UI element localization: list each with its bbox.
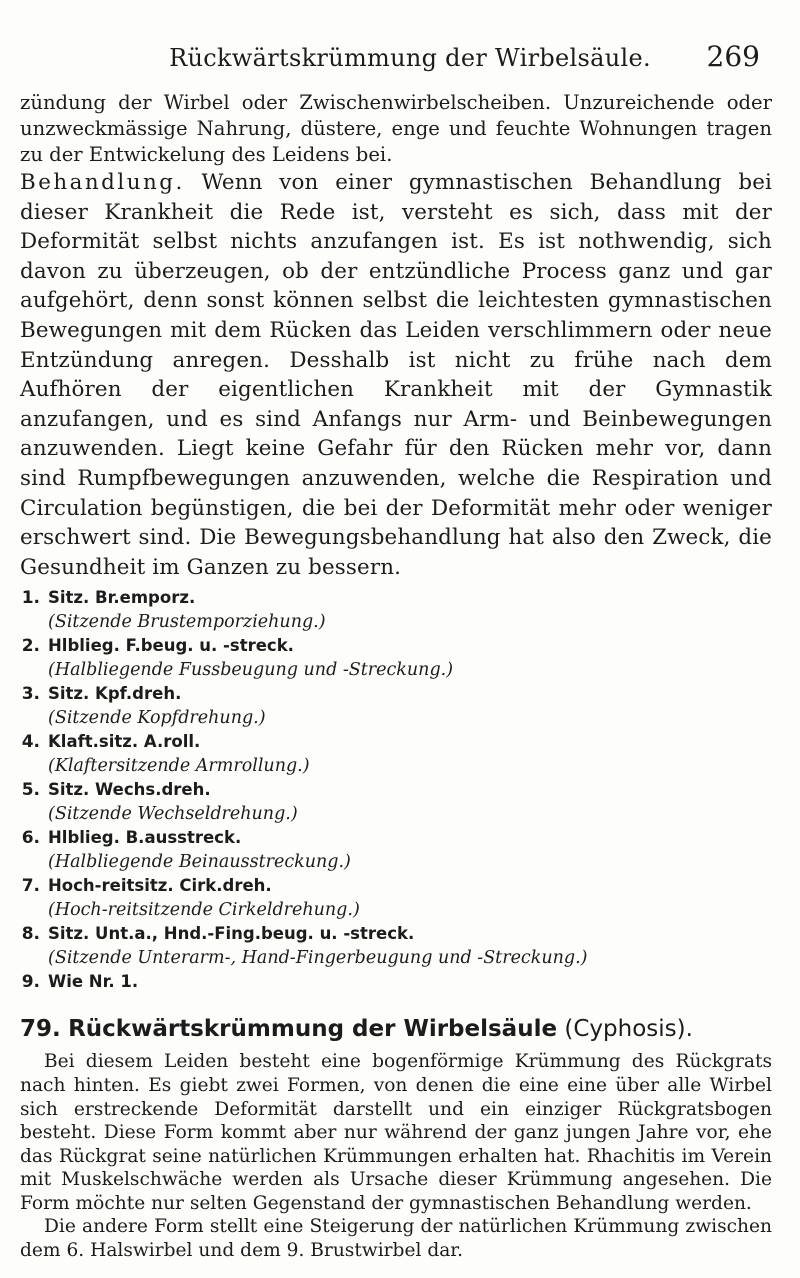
treatment-text: Wenn von einer gymnastischen Behandlung bei dieser Krankheit die Rede ist, versteht es sich, dass mit der Deformität selbst nichts anzufangen ist. Es ist nothwendig, sich davon zu überzeugen, ob der entzündliche Process ganz und gar aufgehört, denn sonst können selbst die leichtesten gymnastischen Bewegungen mit dem Rücken das Leiden verschlimmern oder neue Entzündung anregen. Desshalb ist nicht zu frühe nach dem Aufhören der eigentlichen Krankheit mit der Gymnastik anzufangen, und es sind Anfangs nur Arm- und Beinbewegungen anzuwenden. Liegt keine Gefahr für den Rücken mehr vor, dann sind Rumpfbewegungen anzuwenden, welche die Respiration und Circulation begünstigen, die bei der Deformität mehr oder weniger erschwert sind. Die Bewegungsbehandlung hat also den Zweck, die Gesundheit im Ganzen zu bessern. <box>20 170 772 580</box>
running-title: Rückwärtskrümmung der Wirbelsäule. <box>169 44 651 72</box>
page-header <box>60 40 760 80</box>
exercise-number: 8. <box>21 924 40 945</box>
exercise-number: 7. <box>21 876 40 897</box>
exercise-full-name: (Sitzende Wechseldrehung.) <box>48 804 298 825</box>
exercise-number: 4. <box>21 732 40 753</box>
exercise-abbreviation: Klaft.sitz. A.roll. <box>48 732 201 752</box>
exercise-item <box>20 922 772 970</box>
treatment-heading: Behandlung. <box>20 170 185 195</box>
exercise-number: 9. <box>21 972 40 993</box>
page-number: 269 <box>706 40 760 73</box>
exercise-list <box>20 586 772 994</box>
exercise-number: 1. <box>21 588 40 609</box>
exercise-number: 6. <box>21 828 40 849</box>
exercise-number: 3. <box>21 684 40 705</box>
exercise-item <box>20 730 772 778</box>
exercise-abbreviation: Sitz. Unt.a., Hnd.-Fing.beug. u. -streck. <box>48 924 415 944</box>
exercise-item <box>20 634 772 682</box>
exercise-full-name: (Sitzende Unterarm-, Hand-Fingerbeugung und -Streckung.) <box>48 948 588 969</box>
section-subtitle: (Cyphosis). <box>564 1016 693 1043</box>
exercise-full-name: (Hoch-reitsitzende Cirkeldrehung.) <box>48 900 360 921</box>
intro-paragraph: zündung der Wirbel oder Zwischenwirbelscheiben. Unzureichende oder unzweckmässige Nahrung, düstere, enge und feuchte Wohnungen tragen zu der Entwickelung des Leidens bei. <box>20 91 772 166</box>
exercise-item <box>20 970 772 994</box>
exercise-abbreviation: Wie Nr. 1. <box>48 972 139 992</box>
section-heading <box>20 1014 772 1044</box>
section-number: 79. <box>20 1016 61 1043</box>
exercise-number: 5. <box>21 780 40 801</box>
exercise-abbreviation: Hlblieg. B.ausstreck. <box>48 828 242 848</box>
exercise-full-name: (Halbliegende Beinausstreckung.) <box>48 852 351 873</box>
section-paragraph: Die andere Form stellt eine Steigerung der natürlichen Krümmung zwischen dem 6. Halswirbel und dem 9. Brustwirbel dar. <box>20 1216 772 1262</box>
treatment-paragraph <box>20 168 772 582</box>
section-title: Rückwärtskrümmung der Wirbelsäule <box>68 1016 558 1043</box>
exercise-number: 2. <box>21 636 40 657</box>
exercise-item <box>20 826 772 874</box>
body-text <box>20 90 772 1263</box>
exercise-abbreviation: Sitz. Wechs.dreh. <box>48 780 211 800</box>
exercise-item <box>20 586 772 634</box>
exercise-full-name: (Sitzende Brustemporziehung.) <box>48 612 326 633</box>
exercise-full-name: (Klaftersitzende Armrollung.) <box>48 756 310 777</box>
exercise-item <box>20 682 772 730</box>
exercise-abbreviation: Sitz. Br.emporz. <box>48 588 196 608</box>
section-paragraph: Bei diesem Leiden besteht eine bogenförmige Krümmung des Rückgrats nach hinten. Es giebt zwei Formen, von denen die eine eine über alle Wirbel sich erstreckende Deformität darstellt und ein einziger Rückgratsbogen besteht. Diese Form kommt aber nur während der ganz jungen Jahre vor, ehe das Rückgrat seine natürlichen Krümmungen erhalten hat. Rhachitis im Verein mit Muskelschwäche werden als Ursache dieser Krümmung angesehen. Die Form möchte nur selten Gegenstand der gymnastischen Behandlung werden. <box>20 1051 772 1214</box>
exercise-full-name: (Sitzende Kopfdrehung.) <box>48 708 266 729</box>
exercise-full-name: (Halbliegende Fussbeugung und -Streckung.) <box>48 660 454 681</box>
exercise-abbreviation: Hlblieg. F.beug. u. -streck. <box>48 636 294 656</box>
exercise-abbreviation: Hoch-reitsitz. Cirk.dreh. <box>48 876 272 896</box>
exercise-item <box>20 778 772 826</box>
exercise-item <box>20 874 772 922</box>
exercise-abbreviation: Sitz. Kpf.dreh. <box>48 684 182 704</box>
